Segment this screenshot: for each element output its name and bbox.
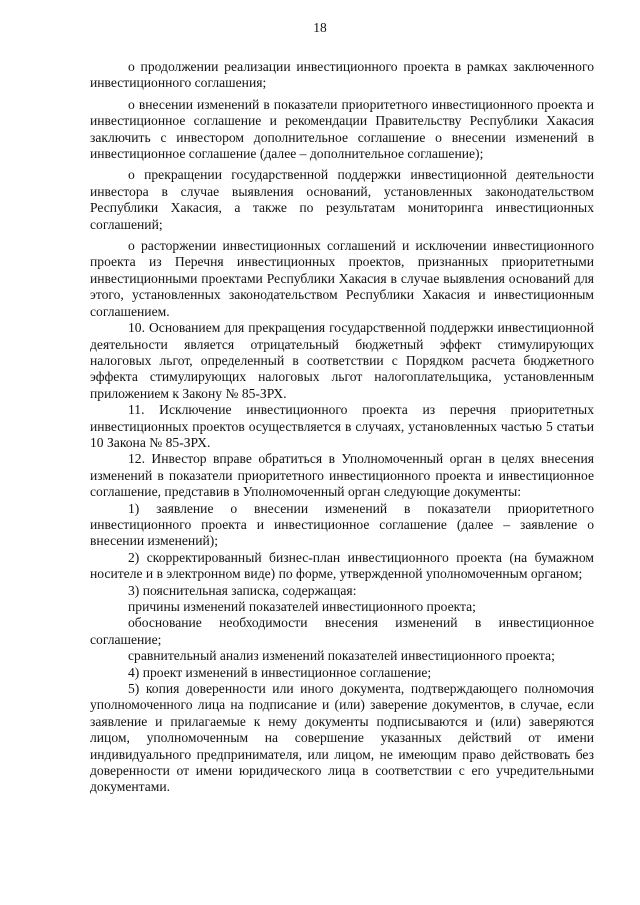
paragraph-continuation: о продолжении реализации инвестиционного проекта в рамках заключенного инвестиционного соглашения; — [90, 59, 594, 91]
list-item-5: 5) копия доверенности или иного документа, подтверждающего полномочия уполномоченного лица на подписание и (или) заверение документов, в случае, если заявление и прилагаемые к нему документы подписываются и (или) заверяются лицом, уполномоченным на совершение указанных действий от имени индивидуального предпринимателя, или лицом, не имеющим право действовать без доверенности от имени юридического лица в соответствии с его учредительными документами. — [90, 681, 594, 795]
list-item-4: 4) проект изменений в инвестиционное соглашение; — [128, 664, 432, 680]
paragraph-item-12: 12. Инвестор вправе обратиться в Уполномоченный орган в целях внесения изменений в показатели приоритетного инвестиционного проекта и инвестиционное соглашение, представив в Уполномоченный орган следующие документы: — [90, 451, 594, 500]
list-item-2: 2) скорректированный бизнес-план инвестиционного проекта (на бумажном носителе и в электронном виде) по форме, утвержденной уполномоченным органом; — [90, 549, 594, 582]
list-subitem-reasons: причины изменений показателей инвестиционного проекта; — [128, 599, 476, 614]
list-item-3: 3) пояснительная записка, содержащая: — [128, 582, 357, 598]
paragraph-dissolution: о расторжении инвестиционных соглашений и исключении инвестиционного проекта из Перечня инвестиционных проектов, признанных приоритетными инвестиционными проектами Республики Хакасия в случае выявления оснований для этого, установленных законодательством Республики Хакасия и инвестиционным соглашением. — [90, 238, 594, 319]
paragraph-amendments: о внесении изменений в показатели приоритетного инвестиционного проекта и инвестиционное соглашение и рекомендации Правительству Республики Хакасия заключить с инвестором дополнительное соглашение о внесении изменений в инвестиционное соглашение (далее – дополнительное соглашение); — [90, 96, 594, 162]
paragraph-termination-support: о прекращении государственной поддержки инвестиционной деятельности инвестора в случае выявления оснований, установленных законодательством Республики Хакасия, а также по результатам мониторинга инвестиционных соглашений; — [90, 167, 594, 232]
list-item-1: 1) заявление о внесении изменений в показатели приоритетного инвестиционного проекта и инвестиционное соглашение (далее – заявление о внесении изменений); — [90, 500, 594, 549]
list-subitem-justification: обоснование необходимости внесения изменений в инвестиционное соглашение; — [90, 615, 594, 647]
page-number: 18 — [313, 20, 327, 35]
list-subitem-comparison: сравнительный анализ изменений показателей инвестиционного проекта; — [128, 648, 555, 664]
paragraph-item-10: 10. Основанием для прекращения государственной поддержки инвестиционной деятельности является отрицательный бюджетный эффект стимулирующих налоговых льгот, определенный в соответствии с Порядком расчета бюджетного эффекта стимулирующих налоговых льгот налогоплательщика, установленным приложением к Закону № 85-ЗРХ. — [90, 320, 594, 401]
document-body — [90, 59, 594, 796]
paragraph-item-11: 11. Исключение инвестиционного проекта из перечня приоритетных инвестиционных проектов осуществляется в случаях, установленных частью 5 статьи 10 Закона № 85-ЗРХ. — [90, 402, 594, 450]
